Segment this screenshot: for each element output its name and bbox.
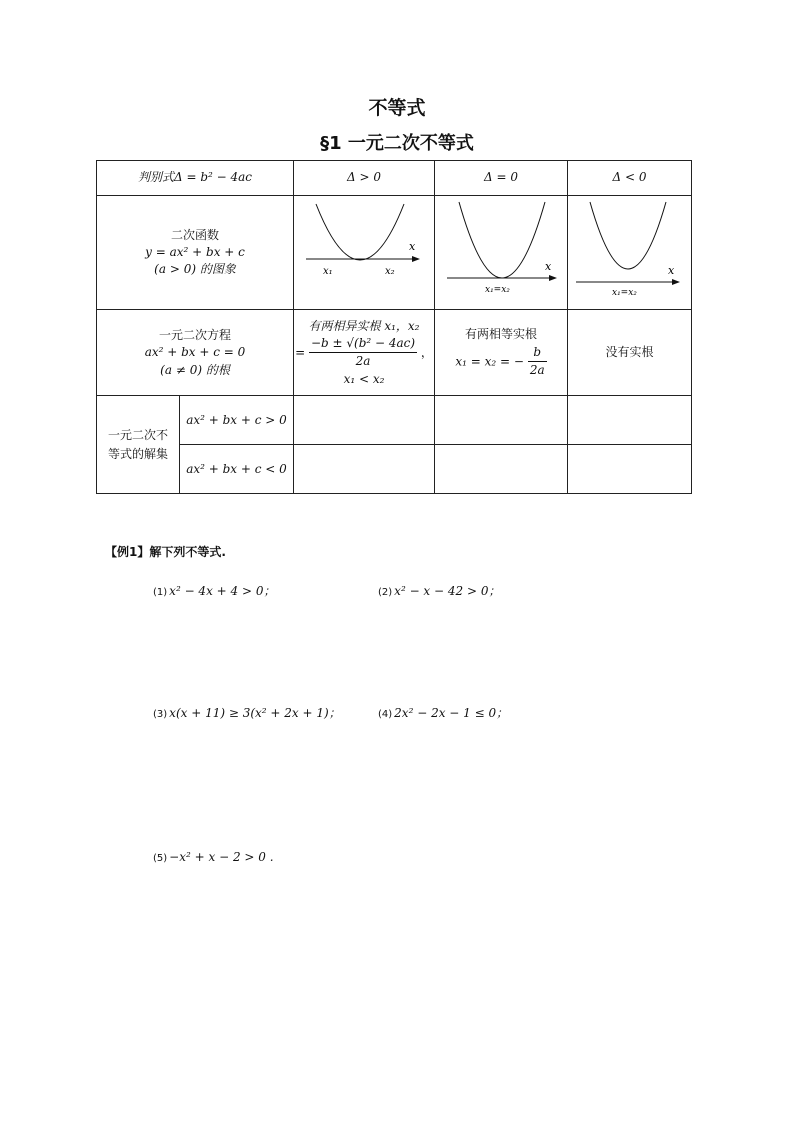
table-row bbox=[97, 161, 692, 196]
table-row bbox=[97, 196, 692, 310]
root1-label: x₁ bbox=[323, 266, 333, 277]
graph-negative-cell bbox=[568, 196, 692, 310]
table-row bbox=[97, 396, 692, 445]
case-negative-header: Δ < 0 bbox=[568, 161, 692, 196]
graph-positive-cell bbox=[294, 196, 435, 310]
solution-lt-positive bbox=[294, 445, 435, 494]
solution-gt-zero bbox=[435, 396, 568, 445]
quadratic-formula: $\frac{\text{−b ± √(b² − 4ac)}}{2a}$ bbox=[310, 336, 416, 369]
table-row bbox=[97, 445, 692, 494]
solution-gt-positive bbox=[294, 396, 435, 445]
graph-row-label: 二次函数 y = ax² + bx + c (a > 0) 的图象 bbox=[97, 196, 294, 310]
case-zero-header: Δ = 0 bbox=[435, 161, 568, 196]
example-heading: 【例1】解下列不等式. bbox=[105, 545, 226, 559]
problem-3: (3) x(x + 11) ≥ 3(x² + 2x + 1)； bbox=[153, 706, 341, 720]
vertex-label: x₁=x₂ bbox=[612, 288, 637, 298]
parabola-no-root-graph bbox=[568, 196, 692, 304]
solution-set-label: 一元二次不等式的解集 bbox=[97, 396, 180, 494]
discriminant-formula: 判别式Δ = b² − 4ac bbox=[137, 170, 253, 185]
root2-label: x₂ bbox=[385, 266, 395, 277]
roots-row-label: 一元二次方程 ax² + bx + c = 0 (a ≠ 0) 的根 bbox=[97, 310, 294, 396]
inequality-gt-label: ax² + bx + c > 0 bbox=[180, 396, 294, 445]
solution-gt-negative bbox=[568, 396, 692, 445]
quadratic-summary-table bbox=[96, 160, 692, 494]
axis-label: x bbox=[545, 260, 552, 273]
problem-1: (1) x² − 4x + 4 > 0； bbox=[153, 584, 276, 598]
section-title: §1 一元二次不等式 bbox=[320, 133, 474, 154]
page-title: 不等式 bbox=[368, 97, 426, 119]
double-root-formula: $\frac{b}{2a}$ bbox=[529, 344, 545, 378]
table-row bbox=[97, 310, 692, 396]
roots-positive-cell: 有两相异实根 x₁，x₂ = $\frac{\text{−b ± √(b² − 4ac)}}{2a}$ ， x₁ < x₂ bbox=[294, 310, 435, 396]
double-root-label: x₁=x₂ bbox=[485, 285, 510, 295]
graph-zero-cell bbox=[435, 196, 568, 310]
roots-zero-cell: 有两相等实根 x₁ = x₂ = − $\frac{b}{2a}$ bbox=[435, 310, 568, 396]
solution-lt-zero bbox=[435, 445, 568, 494]
problem-4: (4) 2x² − 2x − 1 ≤ 0； bbox=[378, 706, 509, 720]
axis-label: x bbox=[668, 264, 675, 277]
discriminant-header bbox=[97, 161, 294, 196]
parabola-two-roots-graph bbox=[294, 196, 435, 304]
problem-5: (5) −x² + x − 2 > 0 . bbox=[153, 850, 274, 864]
parabola-one-root-graph bbox=[435, 196, 568, 304]
inequality-lt-label: ax² + bx + c < 0 bbox=[180, 445, 294, 494]
axis-label: x bbox=[409, 240, 416, 253]
case-positive-header: Δ > 0 bbox=[294, 161, 435, 196]
problem-2: (2) x² − x − 42 > 0； bbox=[378, 584, 501, 598]
solution-lt-negative bbox=[568, 445, 692, 494]
roots-negative-cell: 没有实根 bbox=[568, 310, 692, 396]
